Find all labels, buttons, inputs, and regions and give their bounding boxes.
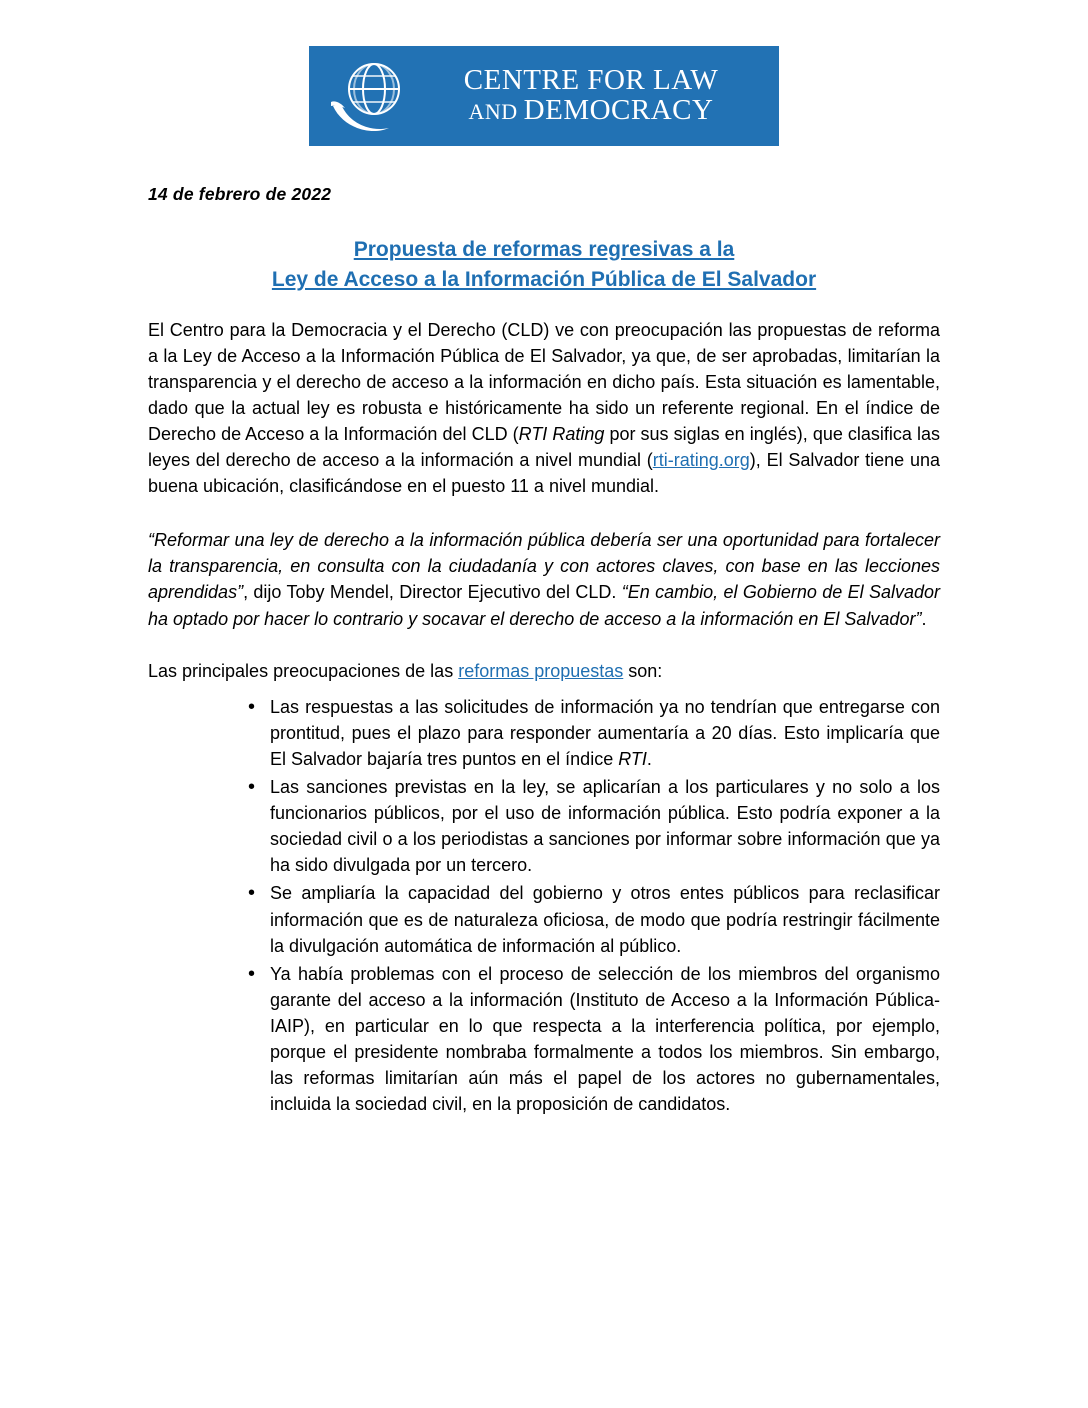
concerns-lead-in bbox=[148, 658, 940, 684]
quote-plain-1: , dijo Toby Mendel, Director Ejecutivo del CLD. bbox=[243, 582, 622, 603]
list-item-text-1: Las respuestas a las solicitudes de información ya no tendrían que entregarse con prontitud, pues el plazo para responder aumentaría a 20 días. Esto implicaría que El Salvador bajaría tres puntos en el índice bbox=[270, 696, 940, 769]
list-item-text-1: Las sanciones previstas en la ley, se aplicarían a los particulares y no solo a los funcionarios públicos, por el uso de información pública. Esto podría exponer a la sociedad civil o a los periodistas a sanciones por informar sobre información que ya ha sido divulgada por un tercero. bbox=[270, 777, 940, 876]
quote-plain-2: . bbox=[921, 608, 927, 629]
page-title-line2: Ley de Acceso a la Información Pública de El Salvador bbox=[271, 267, 817, 291]
page-title-line1: Propuesta de reformas regresivas a la bbox=[353, 238, 735, 261]
list-item-text-1: Se ampliaría la capacidad del gobierno y otros entes públicos para reclasificar información que es de naturaleza oficiosa, de modo que podría restringir fácilmente la divulgación automática de información al público. bbox=[270, 883, 940, 956]
logo-header bbox=[148, 0, 940, 146]
rti-rating-link[interactable]: rti-rating.org bbox=[652, 450, 750, 471]
logo-line2-and: AND bbox=[468, 99, 524, 124]
intro-text-1: El Centro para la Democracia y el Derecho (CLD) ve con preocupación las propuestas de reforma a la Ley de Acceso a la Información Pública de El Salvador, ya que, de ser aprobadas, limitarían la transparencia y el derecho de acceso a la información en dicho país. Esta situación es lamentable, dado que la actual ley es robusta e históricamente ha sido un referente regional. En el índice de Derecho de Acceso a la Información del CLD ( bbox=[148, 319, 940, 444]
list-item bbox=[248, 694, 940, 772]
list-item bbox=[248, 961, 940, 1118]
lead-in-text-2: son: bbox=[623, 660, 663, 681]
quote-italic-2: “En cambio, el Gobierno de El Salvador ha optado por hacer lo contrario y socavar el derecho de acceso a la información en El Salvador” bbox=[148, 582, 940, 629]
lead-in-text-1: Las principales preocupaciones de las bbox=[148, 660, 459, 681]
quote-paragraph bbox=[148, 527, 940, 631]
cld-logo bbox=[309, 46, 779, 146]
quote-italic-1: “Reformar una ley de derecho a la información pública debería ser una oportunidad para fortalecer la transparencia, en consulta con la ciudadanía y con actores claves, con base en las lecciones aprendidas” bbox=[148, 530, 940, 603]
intro-text-2: por sus siglas en inglés), que clasifica las leyes del derecho de acceso a la información a nivel mundial ( bbox=[148, 424, 941, 471]
reformas-propuestas-link[interactable]: reformas propuestas bbox=[458, 660, 624, 681]
concerns-list bbox=[148, 694, 940, 1118]
logo-line2-text: DEMOCRACY bbox=[523, 94, 714, 126]
logo-line1-text: CENTRE FOR LAW bbox=[463, 64, 719, 97]
list-item bbox=[248, 774, 940, 878]
intro-italic-rti-rating: RTI Rating bbox=[518, 424, 605, 444]
logo-wordmark bbox=[413, 66, 779, 125]
intro-text-3: ), El Salvador tiene una buena ubicación, clasificándose en el puesto 11 a nivel mundial. bbox=[148, 450, 940, 497]
page-title bbox=[148, 235, 940, 295]
list-item bbox=[248, 880, 940, 958]
globe-in-hand-icon bbox=[327, 54, 413, 138]
list-item-text-1: Ya había problemas con el proceso de selección de los miembros del organismo garante del acceso a la información (Instituto de Acceso a la Información Pública- IAIP), en particular en lo que respecta a la interferencia política, por ejemplo, porque el presidente nombraba formalmente a todos los miembros. Sin embargo, las reformas limitarían aún más el papel de los actores no gubernamentales, incluida la sociedad civil, en la proposición de candidatos. bbox=[270, 963, 940, 1115]
document-date: 14 de febrero de 2022 bbox=[148, 184, 332, 204]
list-item-text-2: . bbox=[646, 748, 652, 769]
list-item-italic: RTI bbox=[618, 748, 647, 769]
intro-paragraph bbox=[148, 317, 940, 500]
